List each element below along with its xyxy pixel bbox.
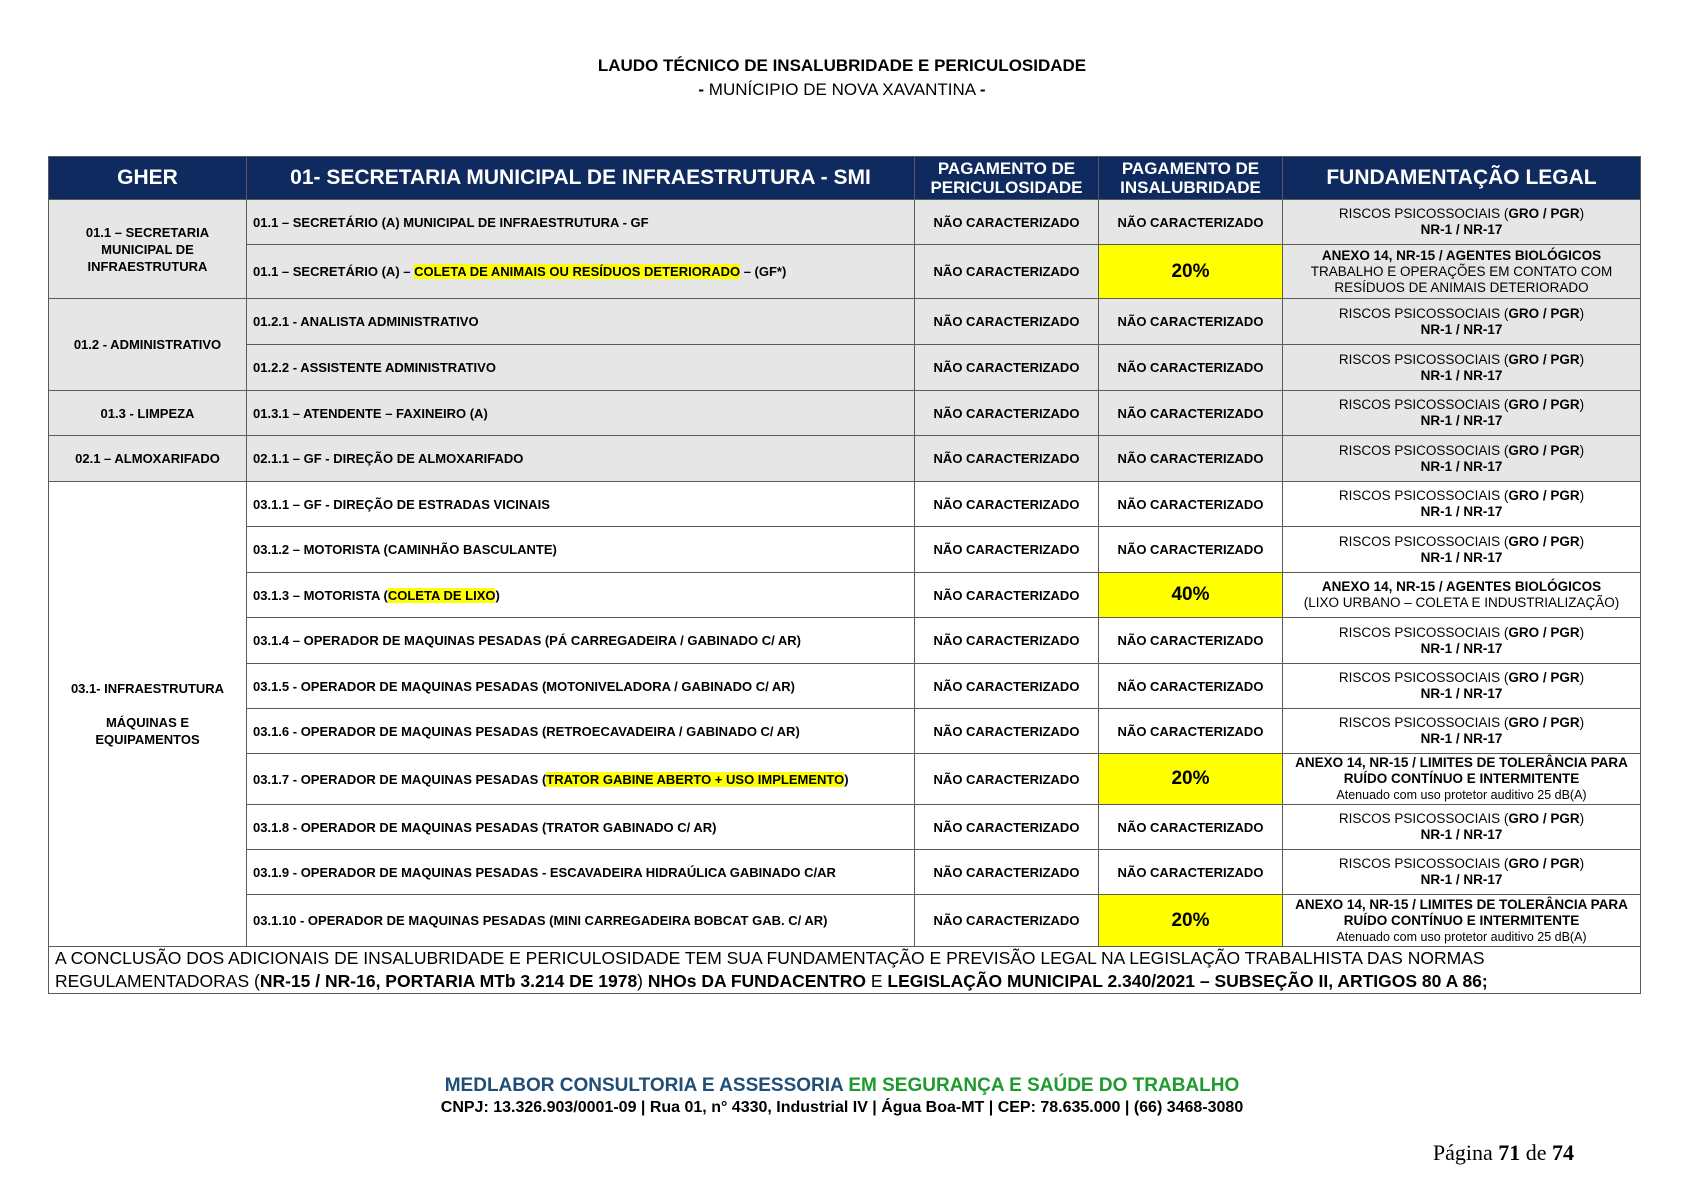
legal-cell: RISCOS PSICOSSOCIAIS (GRO / PGR) NR-1 / NR-17 xyxy=(1283,345,1641,391)
gher-cell-01-1: 01.1 – SECRETARIA MUNICIPAL DE INFRAESTRUTURA xyxy=(49,200,247,299)
table-row xyxy=(49,527,1641,573)
insalubridade-cell: NÃO CARACTERIZADO xyxy=(1099,299,1283,345)
periculosidade-cell: NÃO CARACTERIZADO xyxy=(915,245,1099,299)
insalubridade-cell: NÃO CARACTERIZADO xyxy=(1099,618,1283,664)
header-periculosidade: PAGAMENTO DE PERICULOSIDADE xyxy=(915,157,1099,200)
table-row xyxy=(49,436,1641,482)
legal-cell: RISCOS PSICOSSOCIAIS (GRO / PGR) NR-1 / NR-17 xyxy=(1283,527,1641,573)
subtitle-dash-left: - xyxy=(698,80,705,99)
header-gher: GHER xyxy=(49,157,247,200)
footer-company-tagline: EM SEGURANÇA E SAÚDE DO TRABALHO xyxy=(848,1075,1240,1096)
insalubridade-cell: NÃO CARACTERIZADO xyxy=(1099,482,1283,527)
periculosidade-cell: NÃO CARACTERIZADO xyxy=(915,200,1099,245)
header-fundamentacao: FUNDAMENTAÇÃO LEGAL xyxy=(1283,157,1641,200)
legal-cell: RISCOS PSICOSSOCIAIS (GRO / PGR) NR-1 / NR-17 xyxy=(1283,709,1641,754)
function-cell: 02.1.1 – GF - DIREÇÃO DE ALMOXARIFADO xyxy=(247,436,915,482)
table-row xyxy=(49,805,1641,850)
function-cell: 01.1 – SECRETÁRIO (A) – COLETA DE ANIMAIS OU RESÍDUOS DETERIORADO – (GF*) xyxy=(247,245,915,299)
function-cell: 03.1.9 - OPERADOR DE MAQUINAS PESADAS - ESCAVADEIRA HIDRAÚLICA GABINADO C/AR xyxy=(247,850,915,895)
footer-contact: CNPJ: 13.326.903/0001-09 | Rua 01, n° 4330, Industrial IV | Água Boa-MT | CEP: 78.635.000 | (66) 3468-3080 xyxy=(440,1099,1244,1116)
table-header-row xyxy=(49,157,1641,200)
function-cell: 03.1.4 – OPERADOR DE MAQUINAS PESADAS (PÁ CARREGADEIRA / GABINADO C/ AR) xyxy=(247,618,915,664)
periculosidade-cell: NÃO CARACTERIZADO xyxy=(915,895,1099,947)
insalubridade-percent-cell: 20% xyxy=(1099,245,1283,299)
insalubridade-percent-cell: 20% xyxy=(1099,895,1283,947)
table-row xyxy=(49,573,1641,618)
function-cell: 03.1.2 – MOTORISTA (CAMINHÃO BASCULANTE) xyxy=(247,527,915,573)
periculosidade-cell: NÃO CARACTERIZADO xyxy=(915,482,1099,527)
table-row xyxy=(49,895,1641,947)
legal-cell: RISCOS PSICOSSOCIAIS (GRO / PGR) NR-1 / NR-17 xyxy=(1283,391,1641,436)
legal-cell: RISCOS PSICOSSOCIAIS (GRO / PGR) NR-1 / NR-17 xyxy=(1283,805,1641,850)
highlight-text: COLETA DE ANIMAIS OU RESÍDUOS DETERIORADO xyxy=(414,264,741,279)
legal-cell: ANEXO 14, NR-15 / LIMITES DE TOLERÂNCIA PARA RUÍDO CONTÍNUO E INTERMITENTE Atenuado com uso protetor auditivo 25 dB(A) xyxy=(1283,754,1641,805)
table-row xyxy=(49,850,1641,895)
insalubridade-cell: NÃO CARACTERIZADO xyxy=(1099,805,1283,850)
insalubridade-cell: NÃO CARACTERIZADO xyxy=(1099,850,1283,895)
subtitle-municipality: MUNÍCIPIO DE NOVA XAVANTINA xyxy=(708,80,976,99)
legal-cell: ANEXO 14, NR-15 / AGENTES BIOLÓGICOS (LIXO URBANO – COLETA E INDUSTRIALIZAÇÃO) xyxy=(1283,573,1641,618)
footer-company-name: MEDLABOR CONSULTORIA E ASSESSORIA xyxy=(444,1075,844,1096)
legal-cell: RISCOS PSICOSSOCIAIS (GRO / PGR) NR-1 / NR-17 xyxy=(1283,200,1641,245)
legal-cell: RISCOS PSICOSSOCIAIS (GRO / PGR) NR-1 / NR-17 xyxy=(1283,482,1641,527)
insalubridade-cell: NÃO CARACTERIZADO xyxy=(1099,527,1283,573)
insalubrity-table xyxy=(48,156,1641,994)
conclusion-row xyxy=(49,947,1641,994)
function-cell: 03.1.5 - OPERADOR DE MAQUINAS PESADAS (MOTONIVELADORA / GABINADO C/ AR) xyxy=(247,664,915,709)
legal-cell: ANEXO 14, NR-15 / LIMITES DE TOLERÂNCIA PARA RUÍDO CONTÍNUO E INTERMITENTE Atenuado com uso protetor auditivo 25 dB(A) xyxy=(1283,895,1641,947)
periculosidade-cell: NÃO CARACTERIZADO xyxy=(915,527,1099,573)
conclusion-text: A CONCLUSÃO DOS ADICIONAIS DE INSALUBRIDADE E PERICULOSIDADE TEM SUA FUNDAMENTAÇÃO E PREVISÃO LEGAL NA LEGISLAÇÃO TRABALHISTA DAS NORMAS REGULAMENTADORAS (NR-15 / NR-16, PORTARIA MTb 3.214 DE 1978) NHOs DA FUNDACENTRO E LEGISLAÇÃO MUNICIPAL 2.340/2021 – SUBSEÇÃO II, ARTIGOS 80 A 86; xyxy=(49,947,1641,994)
subtitle-dash-right: - xyxy=(979,80,986,99)
highlight-text: TRATOR GABINE ABERTO + USO IMPLEMENTO xyxy=(546,771,845,787)
function-cell: 03.1.8 - OPERADOR DE MAQUINAS PESADAS (TRATOR GABINADO C/ AR) xyxy=(247,805,915,850)
legal-cell: RISCOS PSICOSSOCIAIS (GRO / PGR) NR-1 / NR-17 xyxy=(1283,299,1641,345)
insalubridade-cell: NÃO CARACTERIZADO xyxy=(1099,200,1283,245)
document-title: LAUDO TÉCNICO DE INSALUBRIDADE E PERICULOSIDADE xyxy=(597,56,1087,75)
periculosidade-cell: NÃO CARACTERIZADO xyxy=(915,805,1099,850)
insalubridade-cell: NÃO CARACTERIZADO xyxy=(1099,436,1283,482)
function-cell: 01.3.1 – ATENDENTE – FAXINEIRO (A) xyxy=(247,391,915,436)
legal-cell: RISCOS PSICOSSOCIAIS (GRO / PGR) NR-1 / NR-17 xyxy=(1283,618,1641,664)
document-subtitle xyxy=(0,80,1684,100)
gher-cell-01-2: 01.2 - ADMINISTRATIVO xyxy=(49,299,247,391)
table-row xyxy=(49,200,1641,245)
function-cell: 01.2.1 - ANALISTA ADMINISTRATIVO xyxy=(247,299,915,345)
insalubridade-percent-cell: 20% xyxy=(1099,754,1283,805)
insalubridade-percent-cell: 40% xyxy=(1099,573,1283,618)
table-row xyxy=(49,709,1641,754)
function-cell: 03.1.3 – MOTORISTA (COLETA DE LIXO) xyxy=(247,573,915,618)
legal-cell: RISCOS PSICOSSOCIAIS (GRO / PGR) NR-1 / NR-17 xyxy=(1283,664,1641,709)
function-cell: 03.1.10 - OPERADOR DE MAQUINAS PESADAS (MINI CARREGADEIRA BOBCAT GAB. C/ AR) xyxy=(247,895,915,947)
insalubridade-cell: NÃO CARACTERIZADO xyxy=(1099,391,1283,436)
periculosidade-cell: NÃO CARACTERIZADO xyxy=(915,618,1099,664)
header-secretaria: 01- SECRETARIA MUNICIPAL DE INFRAESTRUTURA - SMI xyxy=(247,157,915,200)
gher-cell-03-1: 03.1- INFRAESTRUTURA MÁQUINAS E EQUIPAMENTOS xyxy=(49,482,247,947)
insalubridade-cell: NÃO CARACTERIZADO xyxy=(1099,709,1283,754)
function-cell: 01.2.2 - ASSISTENTE ADMINISTRATIVO xyxy=(247,345,915,391)
table-row xyxy=(49,618,1641,664)
insalubridade-cell: NÃO CARACTERIZADO xyxy=(1099,345,1283,391)
periculosidade-cell: NÃO CARACTERIZADO xyxy=(915,850,1099,895)
table-row xyxy=(49,664,1641,709)
legal-cell: ANEXO 14, NR-15 / AGENTES BIOLÓGICOS TRABALHO E OPERAÇÕES EM CONTATO COM RESÍDUOS DE ANIMAIS DETERIORADO xyxy=(1283,245,1641,299)
periculosidade-cell: NÃO CARACTERIZADO xyxy=(915,299,1099,345)
table-row xyxy=(49,482,1641,527)
periculosidade-cell: NÃO CARACTERIZADO xyxy=(915,709,1099,754)
page-number: Página 71 de 74 xyxy=(1432,1140,1574,1165)
function-cell: 03.1.7 - OPERADOR DE MAQUINAS PESADAS (TRATOR GABINE ABERTO + USO IMPLEMENTO) xyxy=(247,754,915,805)
header-insalubridade: PAGAMENTO DE INSALUBRIDADE xyxy=(1099,157,1283,200)
periculosidade-cell: NÃO CARACTERIZADO xyxy=(915,391,1099,436)
table-row xyxy=(49,299,1641,345)
gher-cell-01-3: 01.3 - LIMPEZA xyxy=(49,391,247,436)
table-row xyxy=(49,345,1641,391)
table-row xyxy=(49,754,1641,805)
highlight-text: COLETA DE LIXO xyxy=(387,587,496,603)
periculosidade-cell: NÃO CARACTERIZADO xyxy=(915,573,1099,618)
footer-company xyxy=(0,1075,1684,1097)
legal-cell: RISCOS PSICOSSOCIAIS (GRO / PGR) NR-1 / NR-17 xyxy=(1283,850,1641,895)
periculosidade-cell: NÃO CARACTERIZADO xyxy=(915,436,1099,482)
table-row xyxy=(49,245,1641,299)
function-cell: 03.1.6 - OPERADOR DE MAQUINAS PESADAS (RETROECAVADEIRA / GABINADO C/ AR) xyxy=(247,709,915,754)
periculosidade-cell: NÃO CARACTERIZADO xyxy=(915,664,1099,709)
periculosidade-cell: NÃO CARACTERIZADO xyxy=(915,345,1099,391)
gher-cell-02-1: 02.1 – ALMOXARIFADO xyxy=(49,436,247,482)
table-row xyxy=(49,391,1641,436)
insalubridade-cell: NÃO CARACTERIZADO xyxy=(1099,664,1283,709)
periculosidade-cell: NÃO CARACTERIZADO xyxy=(915,754,1099,805)
legal-cell: RISCOS PSICOSSOCIAIS (GRO / PGR) NR-1 / NR-17 xyxy=(1283,436,1641,482)
function-cell: 01.1 – SECRETÁRIO (A) MUNICIPAL DE INFRAESTRUTURA - GF xyxy=(247,200,915,245)
function-cell: 03.1.1 – GF - DIREÇÃO DE ESTRADAS VICINAIS xyxy=(247,482,915,527)
